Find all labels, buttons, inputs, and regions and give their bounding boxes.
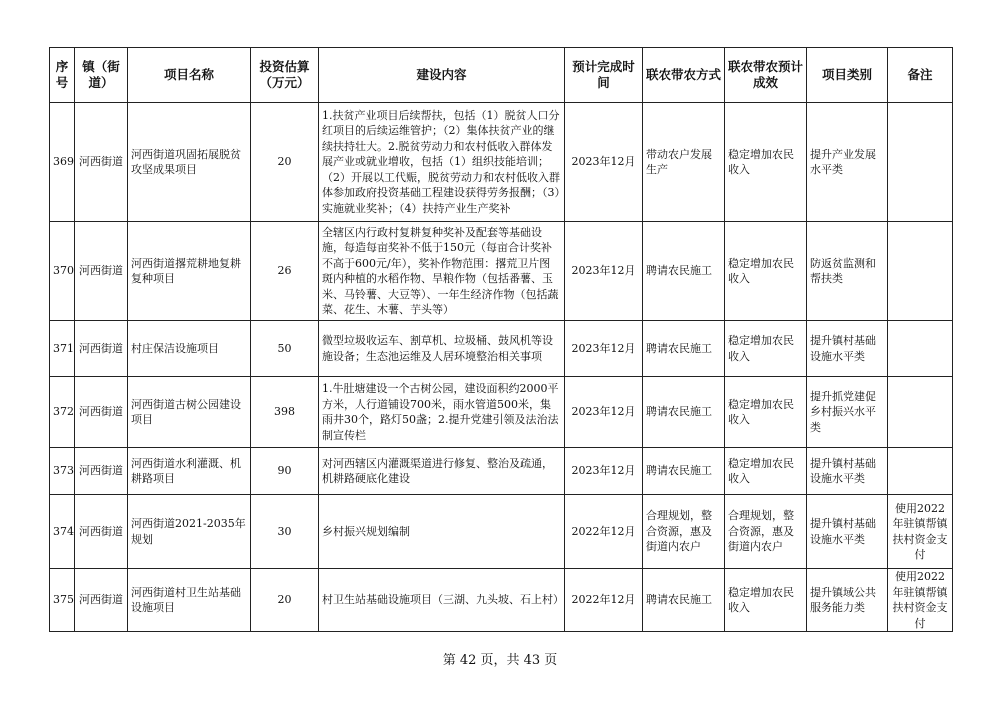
cell-category: 提升镇村基础设施水平类 [807,495,888,569]
cell-no: 374 [50,495,75,569]
table-row [50,103,953,222]
cell-category: 防返贫监测和帮扶类 [807,222,888,321]
cell-time: 2023年12月 [565,222,643,321]
cell-note [888,448,953,495]
cell-note [888,103,953,222]
cell-effect: 稳定增加农民收入 [725,321,807,377]
cell-no: 372 [50,377,75,448]
cell-effect: 稳定增加农民收入 [725,569,807,632]
cell-content: 全辖区内行政村复耕复种奖补及配套等基础设施，每造每亩奖补不低于150元（每亩合计奖补不高于600元/年），奖补作物范围：撂荒卫片图斑内种植的水稻作物、旱粮作物（包括番薯、玉米、马铃薯、大豆等）、一年生经济作物（包括蔬菜、花生、木薯、芋头等） [319,222,565,321]
header-town: 镇（街道） [75,48,128,103]
cell-mode: 合理规划，整合资源，惠及街道内农户 [643,495,725,569]
cell-invest: 20 [251,103,319,222]
table-row [50,448,953,495]
cell-time: 2023年12月 [565,321,643,377]
cell-content: 1.牛肚塘建设一个古树公园，建设面积约2000平方米，人行道铺设700米，雨水管道500米，集雨井30个，路灯50盏；2.提升党建引领及法治法制宣传栏 [319,377,565,448]
cell-town: 河西街道 [75,495,128,569]
cell-town: 河西街道 [75,377,128,448]
table-row [50,569,953,632]
cell-no: 369 [50,103,75,222]
cell-note [888,377,953,448]
cell-time: 2022年12月 [565,495,643,569]
cell-name: 河西街道古树公园建设项目 [128,377,251,448]
table-row [50,495,953,569]
cell-note: 使用2022年驻镇帮镇扶村资金支付 [888,495,953,569]
cell-name: 村庄保洁设施项目 [128,321,251,377]
cell-category: 提升抓党建促乡村振兴水平类 [807,377,888,448]
page-number: 第 42 页，共 43 页 [442,653,558,668]
cell-mode: 聘请农民施工 [643,222,725,321]
cell-category: 提升产业发展水平类 [807,103,888,222]
cell-content: 对河西辖区内灌溉渠道进行修复、整治及疏通，机耕路硬底化建设 [319,448,565,495]
cell-town: 河西街道 [75,569,128,632]
project-table [49,47,953,632]
cell-effect: 稳定增加农民收入 [725,103,807,222]
cell-effect: 稳定增加农民收入 [725,377,807,448]
header-effect: 联农带农预计成效 [725,48,807,103]
cell-name: 河西街道巩固拓展脱贫攻坚成果项目 [128,103,251,222]
cell-time: 2023年12月 [565,377,643,448]
header-no: 序号 [50,48,75,103]
header-time: 预计完成时间 [565,48,643,103]
cell-time: 2023年12月 [565,103,643,222]
cell-mode: 聘请农民施工 [643,321,725,377]
cell-time: 2022年12月 [565,569,643,632]
table-row [50,222,953,321]
cell-town: 河西街道 [75,103,128,222]
cell-name: 河西街道撂荒耕地复耕复种项目 [128,222,251,321]
header-note: 备注 [888,48,953,103]
header-mode: 联农带农方式 [643,48,725,103]
cell-effect: 合理规划，整合资源，惠及街道内农户 [725,495,807,569]
cell-name: 河西街道水利灌溉、机耕路项目 [128,448,251,495]
cell-invest: 50 [251,321,319,377]
cell-no: 373 [50,448,75,495]
cell-invest: 26 [251,222,319,321]
header-content: 建设内容 [319,48,565,103]
table-row [50,377,953,448]
cell-content: 微型垃圾收运车、割草机、垃圾桶、鼓风机等设施设备；生态池运维及人居环境整治相关事项 [319,321,565,377]
cell-effect: 稳定增加农民收入 [725,448,807,495]
table-row [50,321,953,377]
cell-mode: 聘请农民施工 [643,377,725,448]
cell-content: 村卫生站基础设施项目（三湖、九头坡、石上村） [319,569,565,632]
cell-no: 375 [50,569,75,632]
cell-mode: 聘请农民施工 [643,448,725,495]
cell-town: 河西街道 [75,222,128,321]
cell-mode: 聘请农民施工 [643,569,725,632]
cell-invest: 30 [251,495,319,569]
cell-name: 河西街道村卫生站基础设施项目 [128,569,251,632]
cell-content: 1.扶贫产业项目后续帮扶，包括（1）脱贫人口分红项目的后续运维管护；（2）集体扶贫产业的继续扶持壮大。2.脱贫劳动力和农村低收入群体发展产业或就业增收，包括（1）组织技能培训；（2）开展以工代赈，脱贫劳动力和农村低收入群体参加政府投资基础工程建设获得劳务报酬；（3）实施就业奖补；（4）扶持产业生产奖补 [319,103,565,222]
cell-invest: 90 [251,448,319,495]
cell-mode: 带动农户发展生产 [643,103,725,222]
cell-town: 河西街道 [75,448,128,495]
cell-effect: 稳定增加农民收入 [725,222,807,321]
cell-category: 提升镇村基础设施水平类 [807,321,888,377]
cell-town: 河西街道 [75,321,128,377]
header-name: 项目名称 [128,48,251,103]
cell-note [888,321,953,377]
cell-content: 乡村振兴规划编制 [319,495,565,569]
header-category: 项目类别 [807,48,888,103]
cell-no: 371 [50,321,75,377]
cell-category: 提升镇村基础设施水平类 [807,448,888,495]
cell-category: 提升镇域公共服务能力类 [807,569,888,632]
cell-no: 370 [50,222,75,321]
cell-note [888,222,953,321]
cell-time: 2023年12月 [565,448,643,495]
cell-note: 使用2022年驻镇帮镇扶村资金支付 [888,569,953,632]
cell-name: 河西街道2021-2035年规划 [128,495,251,569]
header-invest: 投资估算（万元） [251,48,319,103]
cell-invest: 398 [251,377,319,448]
cell-invest: 20 [251,569,319,632]
header-row [50,48,953,103]
